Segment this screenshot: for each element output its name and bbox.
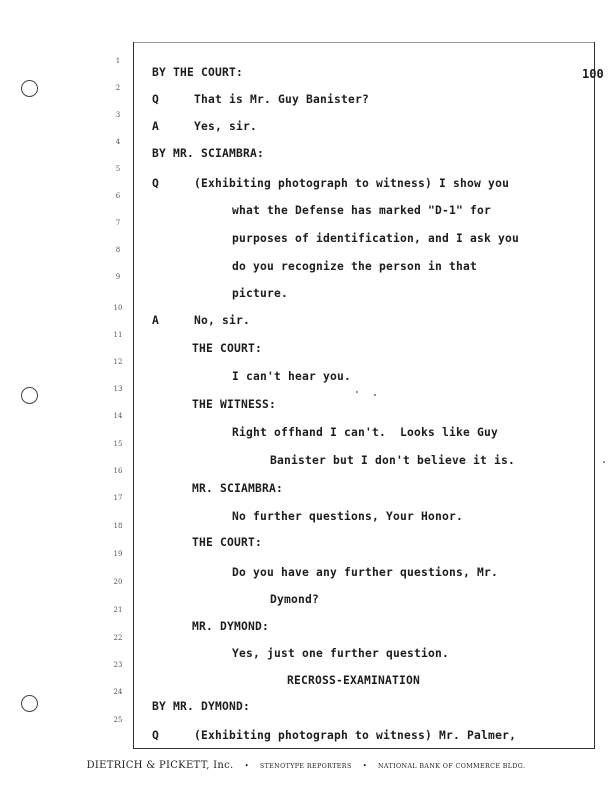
transcript-line: I can't hear you. bbox=[232, 370, 352, 383]
line-number: 5 bbox=[115, 165, 121, 173]
line-number: 20 bbox=[113, 578, 123, 586]
transcript-line: Q (Exhibiting photograph to witness) I show you bbox=[152, 177, 510, 190]
left-margin-rule bbox=[133, 42, 134, 748]
transcript-line: A No, sir. bbox=[152, 314, 251, 327]
transcript-line: BY THE COURT: bbox=[152, 66, 244, 79]
line-number: 23 bbox=[113, 661, 123, 669]
transcript-line: MR. DYMOND: bbox=[192, 620, 270, 633]
line-number: 10 bbox=[113, 304, 123, 312]
transcript-line: Q That is Mr. Guy Banister? bbox=[152, 93, 370, 106]
scan-speck bbox=[374, 394, 376, 396]
transcript-line: THE COURT: bbox=[192, 342, 263, 355]
transcript-line: Q (Exhibiting photograph to witness) Mr. Palmer, bbox=[152, 729, 517, 742]
transcript-line: BY MR. DYMOND: bbox=[152, 700, 251, 713]
line-number: 25 bbox=[113, 716, 123, 724]
line-number: 17 bbox=[113, 494, 123, 502]
transcript-line: A Yes, sir. bbox=[152, 120, 258, 133]
transcript-line: MR. SCIAMBRA: bbox=[192, 482, 284, 495]
transcript-line: Yes, just one further question. bbox=[232, 647, 450, 660]
line-number: 3 bbox=[115, 111, 121, 119]
line-number: 2 bbox=[115, 84, 121, 92]
reporter-service: STENOTYPE REPORTERS bbox=[259, 763, 352, 770]
line-number: 11 bbox=[113, 331, 123, 339]
line-number: 21 bbox=[113, 606, 123, 614]
binder-hole-top bbox=[21, 80, 38, 97]
line-number: 4 bbox=[115, 138, 121, 146]
transcript-line: what the Defense has marked "D-1" for bbox=[232, 204, 492, 217]
reporter-address: NATIONAL BANK OF COMMERCE BLDG. bbox=[377, 763, 526, 770]
line-number: 1 bbox=[115, 57, 121, 65]
line-number: 19 bbox=[113, 550, 123, 558]
transcript-line: THE WITNESS: bbox=[192, 398, 277, 411]
binder-hole-middle bbox=[21, 387, 38, 404]
line-number: 14 bbox=[113, 412, 123, 420]
line-number: 22 bbox=[113, 634, 123, 642]
line-number: 9 bbox=[115, 273, 121, 281]
line-number: 12 bbox=[113, 358, 123, 366]
line-number: 6 bbox=[115, 192, 121, 200]
scan-speck bbox=[603, 461, 605, 463]
footer-separator: • bbox=[362, 762, 367, 770]
line-number: 18 bbox=[113, 522, 123, 530]
transcript-line: picture. bbox=[232, 287, 289, 300]
transcript-line: BY MR. SCIAMBRA: bbox=[152, 147, 265, 160]
line-number: 15 bbox=[113, 440, 123, 448]
transcript-line: THE COURT: bbox=[192, 536, 263, 549]
line-number: 8 bbox=[115, 246, 121, 254]
right-margin-rule bbox=[594, 42, 595, 748]
binder-hole-bottom bbox=[21, 695, 38, 712]
transcript-line: purposes of identification, and I ask you bbox=[232, 232, 520, 245]
bottom-rule bbox=[133, 748, 595, 749]
reporter-footer bbox=[0, 753, 612, 772]
footer-separator: • bbox=[244, 762, 249, 770]
line-number: 16 bbox=[113, 467, 123, 475]
transcript-line: do you recognize the person in that bbox=[232, 260, 478, 273]
top-rule bbox=[133, 42, 595, 43]
scan-speck bbox=[356, 391, 358, 393]
section-heading: RECROSS-EXAMINATION bbox=[287, 674, 421, 687]
page-number: 100 bbox=[582, 67, 604, 81]
line-number: 13 bbox=[113, 385, 123, 393]
line-number: 7 bbox=[115, 219, 121, 227]
line-number: 24 bbox=[113, 688, 123, 696]
reporter-firm: DIETRICH & PICKETT, Inc. bbox=[86, 760, 234, 771]
transcript-line: Do you have any further questions, Mr. bbox=[232, 566, 499, 579]
transcript-line: Dymond? bbox=[270, 593, 320, 606]
transcript-line: Right offhand I can't. Looks like Guy bbox=[232, 426, 499, 439]
transcript-line: Banister but I don't believe it is. bbox=[270, 454, 516, 467]
transcript-line: No further questions, Your Honor. bbox=[232, 510, 464, 523]
